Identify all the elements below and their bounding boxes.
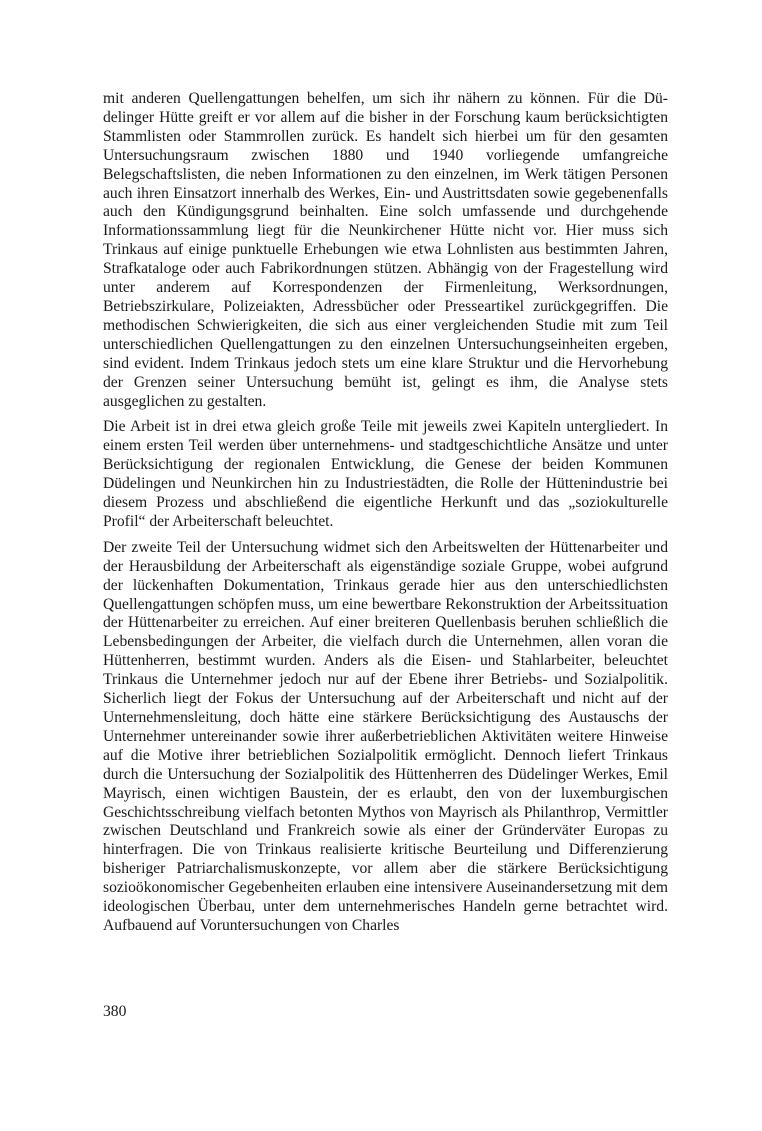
paragraph-second-part: Der zweite Teil der Untersuchung widmet sich den Arbeitswelten der Hüttenarbeiter und der Herausbildung der Arbeiterschaft als eigenständige soziale Gruppe, wobei aufgrund der lückenhaften Dokumentation, Trinkaus gerade hier aus den unterschiedlichsten Quellengattungen schöpfen muss, um eine bewertbare Rekonstruktion der Arbeitssituation der Hüttenarbeiter zu erreichen. Auf einer breiteren Quellenbasis beruhen schließlich die Lebensbedingungen der Arbeiter, die vielfach durch die Unternehmen, allen voran die Hüttenherren, bestimmt wurden. Anders als die Eisen- und Stahlarbeiter, beleuchtet Trinkaus die Unternehmer jedoch nur auf der Ebene ihrer Betriebs- und Sozialpolitik. Sicherlich liegt der Fokus der Untersuchung auf der Arbeiterschaft und nicht auf der Unternehmensleitung, doch hätte eine stärkere Berücksichtigung des Austauschs der Unternehmer untereinander sowie ihrer außerbetrieblichen Aktivitäten weitere Hinweise auf die Motive ihrer betrieblichen Sozialpolitik ermöglicht. Dennoch liefert Trinkaus durch die Untersuchung der Sozialpolitik des Hüttenherren des Düdelinger Werkes, Emil Mayrisch, einen wichtigen Baustein, der es erlaubt, den von der luxemburgischen Geschichtsschreibung vielfach betonten Mythos von Mayrisch als Philanthrop, Vermittler zwischen Deutschland und Frankreich sowie als einer der Gründerväter Europas zu hinterfragen. Die von Trinkaus realisierte kritische Beurteilung und Differenzierung bisheriger Patriarchalismuskonzepte, vor allem aber die stärkere Berücksichtigung sozioökonomischer Gegebenheiten erlauben eine intensivere Auseinandersetzung mit dem ideologischen Überbau, unter dem unternehmerisches Handeln gerne betrachtet wird. Aufbauend auf Voruntersuchungen von Charles [103,538,668,934]
paragraph-sources: mit anderen Quellengattungen behelfen, um sich ihr nähern zu können. Für die Düdelinger Hütte greift er vor allem auf die bisher in der Forschung kaum berücksichtigten Stammlisten oder Stammrollen zurück. Es handelt sich hierbei um für den gesamten Untersuchungsraum zwischen 1880 und 1940 vorliegende umfangreiche Belegschaftslisten, die neben Informationen zu den einzelnen, im Werk tätigen Personen auch ihren Einsatzort innerhalb des Werkes, Ein- und Austrittsdaten sowie gegebenenfalls auch den Kündigungsgrund beinhalten. Eine solch umfassende und durchgehende Informationssammlung liegt für die Neunkirchener Hütte nicht vor. Hier muss sich Trinkaus auf einige punktuelle Erhebungen wie etwa Lohnlisten aus bestimmten Jahren, Strafkataloge oder auch Fabrikordnungen stützen. Abhängig von der Fragestellung wird unter anderem auf Korrespondenzen der Firmenleitung, Werksordnungen, Betriebszirkulare, Polizeiakten, Adressbücher oder Presseartikel zurückgegriffen. Die methodischen Schwierigkeiten, die sich aus einer vergleichenden Studie mit zum Teil unterschiedlichen Quellengattungen zu den einzelnen Untersuchungseinheiten ergeben, sind evident. Indem Trinkaus jedoch stets um eine klare Struktur und die Hervorhebung der Grenzen seiner Untersuchung bemüht ist, gelingt es ihm, die Analyse stets ausgeglichen zu gestalten. [103,90,668,410]
paragraph-structure: Die Arbeit ist in drei etwa gleich große Teile mit jeweils zwei Kapiteln untergliedert. In einem ersten Teil werden über unternehmens- und stadtgeschichtliche Ansätze und unter Berücksichtigung der regionalen Entwicklung, die Genese der beiden Kommunen Düdelingen und Neunkirchen hin zu Industriestädten, die Rolle der Hüttenindustrie bei diesem Prozess und abschließend die eigentliche Herkunft und das „soziokulturelle Profil“ der Arbeiterschaft beleuchtet. [103,418,668,530]
page-number: 380 [103,1003,127,1020]
page-body [103,90,668,943]
